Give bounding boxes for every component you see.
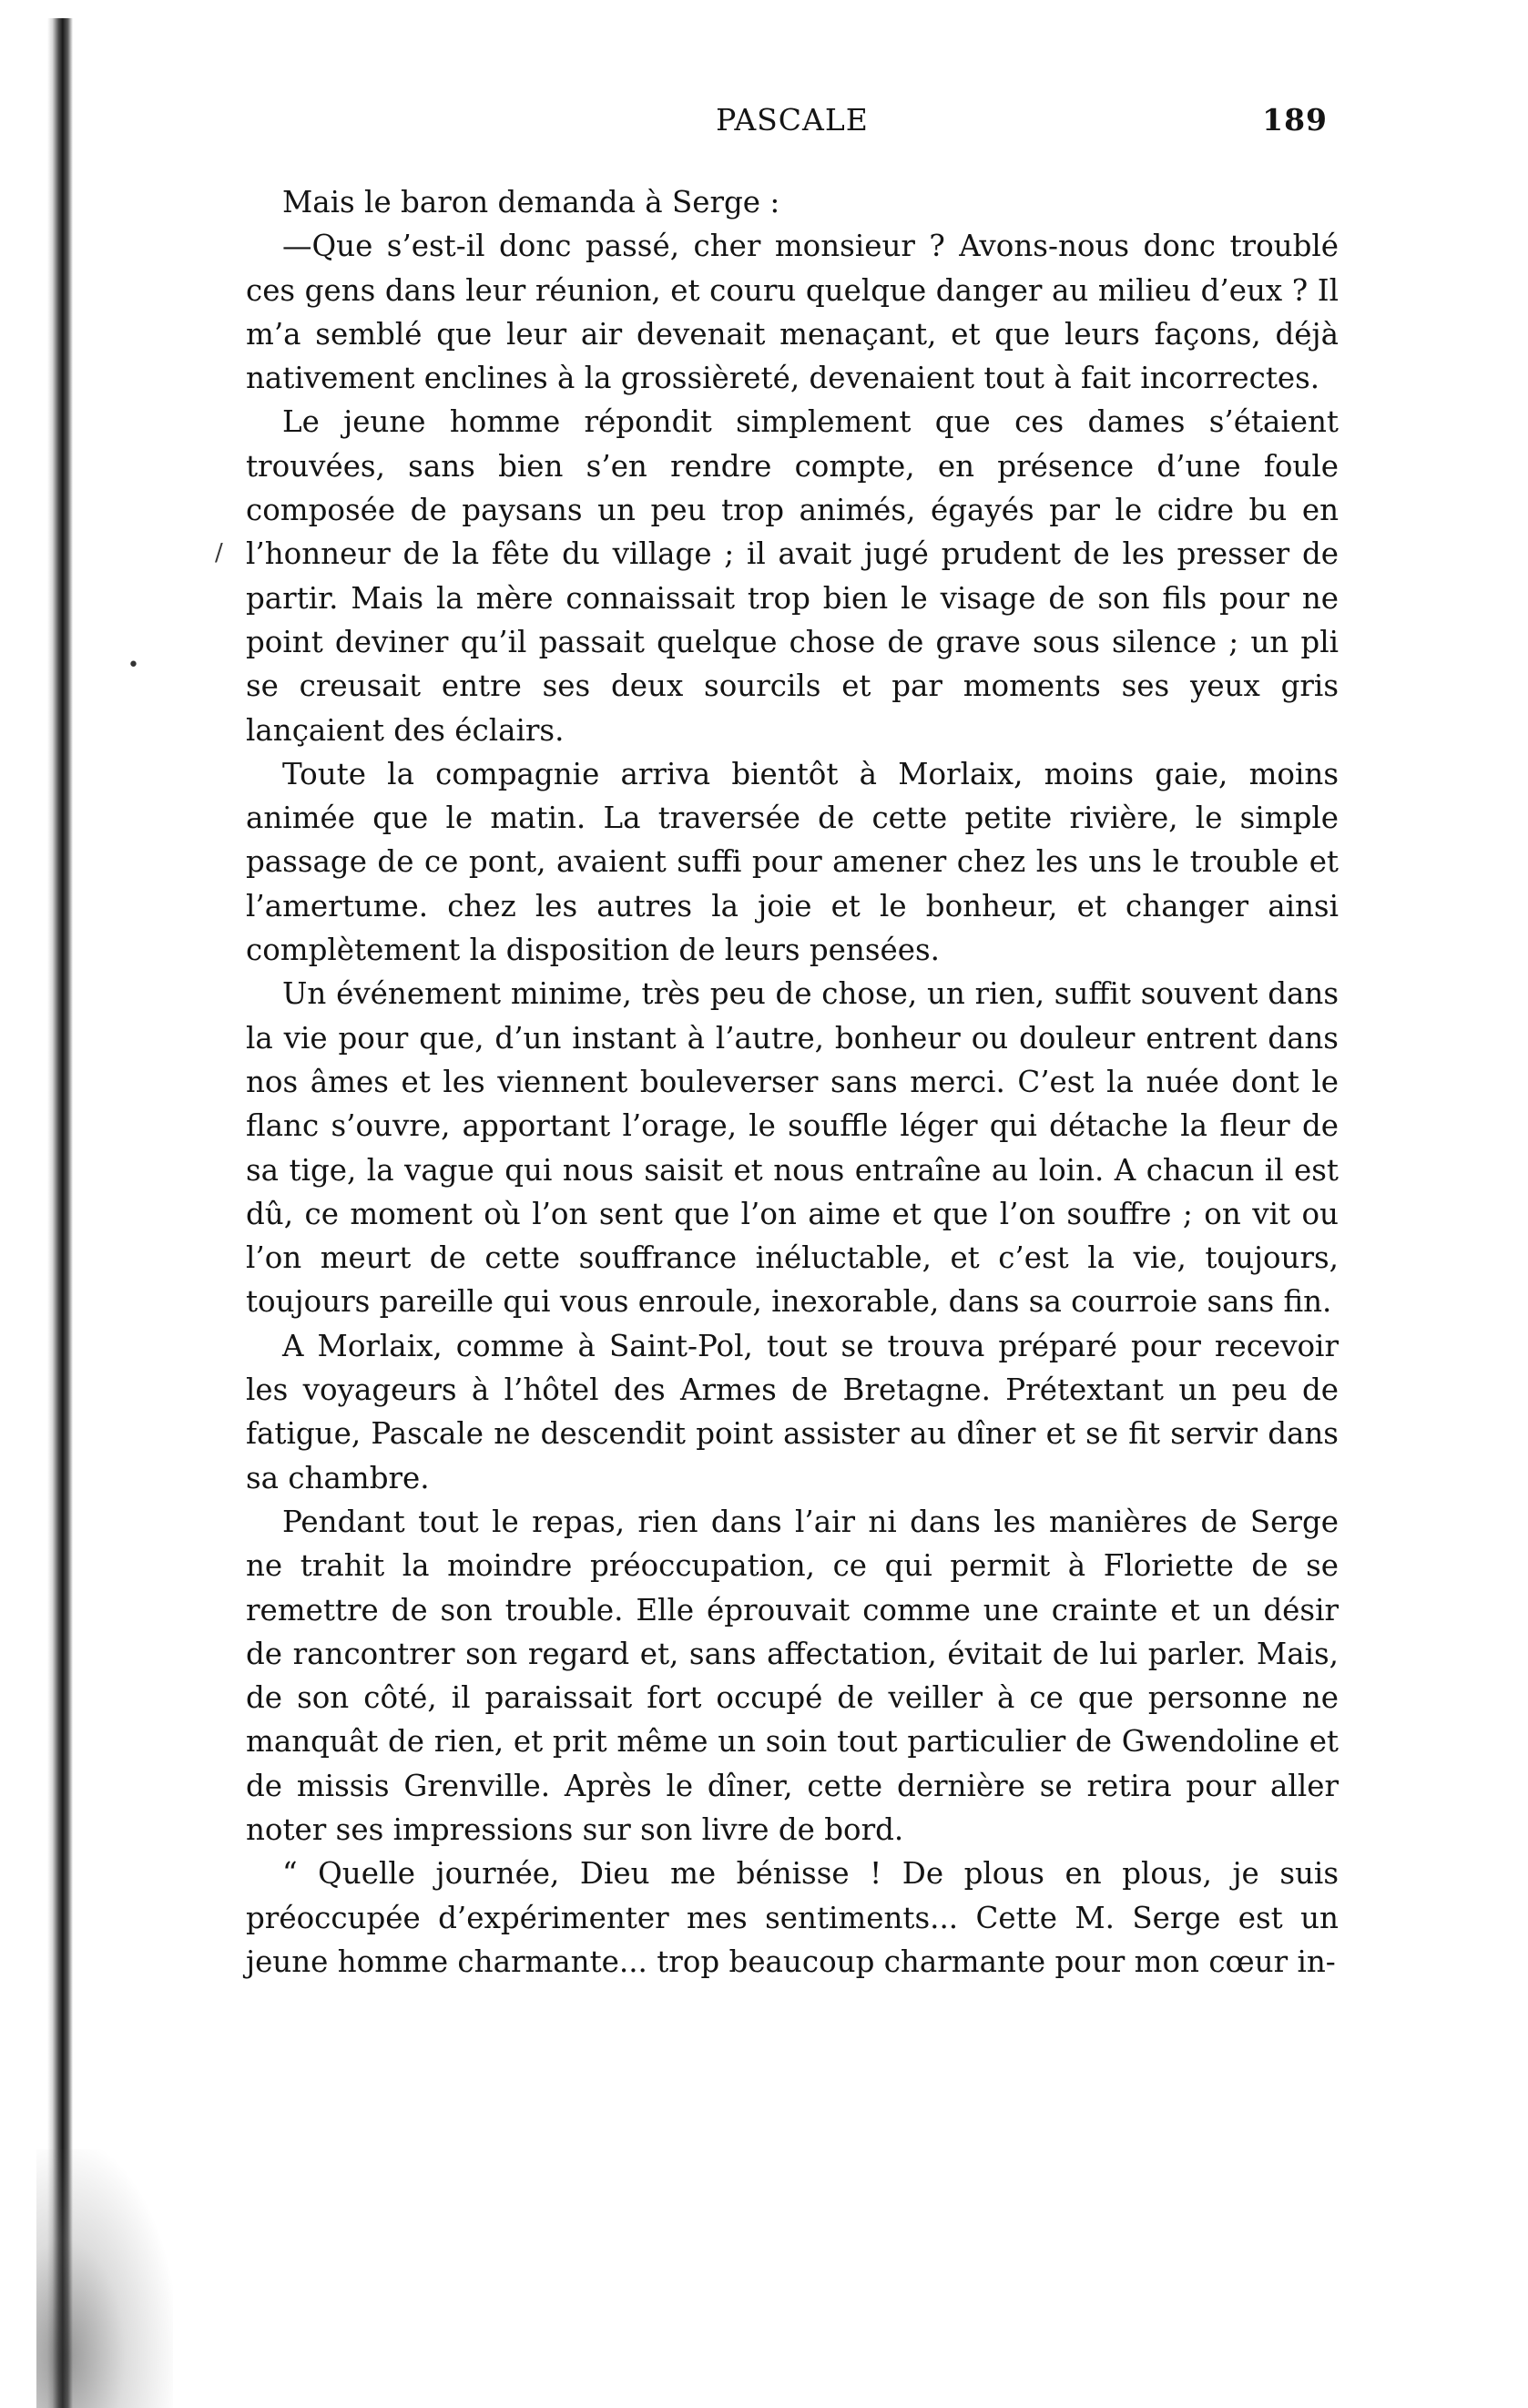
- paragraph: Un événement minime, très peu de chose, un rien, suffit souvent dans la vie pour que, d’un instant à l’autre, bonheur ou douleur entrent dans nos âmes et les viennent bouleverser sans merci. C’est la nuée dont le flanc s’ouvre, apportant l’orage, le souffle léger qui détache la fleur de sa tige, la vague qui nous saisit et nous entraîne au loin. A chacun il est dû, ce moment où l’on sent que l’on aime et que l’on souffre ; on vit ou l’on meurt de cette souffrance inéluctable, et c’est la vie, toujours, toujours pareille qui vous enroule, inexorable, dans sa courroie sans fin.: [246, 976, 1339, 1320]
- margin-mark-dot: •: [127, 654, 139, 677]
- binding-smudge: [36, 2149, 173, 2408]
- binding-edge: [47, 18, 73, 2408]
- paragraph: Le jeune homme répondit simplement que ces dames s’étaient trouvées, sans bien s’en rendre compte, en présence d’une foule composée de paysans un peu trop animés, égayés par le cidre bu en l’honneur de la fête du village ; il avait jugé prudent de les presser de partir. Mais la mère connaissait trop bien le visage de son fils pour ne point deviner qu’il passait quelque chose de grave sous silence ; un pli se creusait entre ses deux sourcils et par moments ses yeux gris lançaient des éclairs.: [246, 404, 1339, 748]
- running-head: [246, 91, 1339, 146]
- margin-mark-slash: /: [215, 539, 223, 566]
- book-page: [246, 91, 1339, 1984]
- paragraph: A Morlaix, comme à Saint-Pol, tout se trouva préparé pour recevoir les voyageurs à l’hôtel des Armes de Bretagne. Prétextant un peu de fatigue, Pascale ne descendit point assister au dîner et se fit servir dans sa chambre.: [246, 1328, 1339, 1495]
- paragraph: —Que s’est-il donc passé, cher monsieur ? Avons-nous donc troublé ces gens dans leur réunion, et couru quelque danger au milieu d’eux ? Il m’a semblé que leur air devenait menaçant, et que leurs façons, déjà nativement enclines à la grossièreté, devenaient tout à fait incorrectes.: [246, 229, 1339, 396]
- paragraph: Toute la compagnie arriva bientôt à Morlaix, moins gaie, moins animée que le matin. La traversée de cette petite rivière, le simple passage de ce pont, avaient suffi pour amener chez les uns le trouble et l’amertume. chez les autres la joie et le bonheur, et changer ainsi complètement la disposition de leurs pensées.: [246, 756, 1339, 968]
- paragraph: Mais le baron demanda à Serge :: [282, 185, 780, 219]
- body-text: [246, 180, 1339, 1984]
- paragraph: Pendant tout le repas, rien dans l’air ni dans les manières de Serge ne trahit la moindre préoccupation, ce qui permit à Floriette de se remettre de son trouble. Elle éprouvait comme une crainte et un désir de rancontrer son regard et, sans affectation, évitait de lui parler. Mais, de son côté, il paraissait fort occupé de veiller à ce que personne ne manquât de rien, et prit même un soin tout particulier de Gwendoline et de missis Grenville. Après le dîner, cette dernière se retira pour aller noter ses impressions sur son livre de bord.: [246, 1504, 1339, 1847]
- paragraph: “ Quelle journée, Dieu me bénisse ! De plous en plous, je suis préoccupée d’expérimenter mes sentiments... Cette M. Serge est un jeune homme charmante... trop beaucoup charmante pour mon cœur in-: [246, 1856, 1339, 1979]
- page-number: 189: [1262, 102, 1328, 138]
- running-title: PASCALE: [716, 102, 869, 138]
